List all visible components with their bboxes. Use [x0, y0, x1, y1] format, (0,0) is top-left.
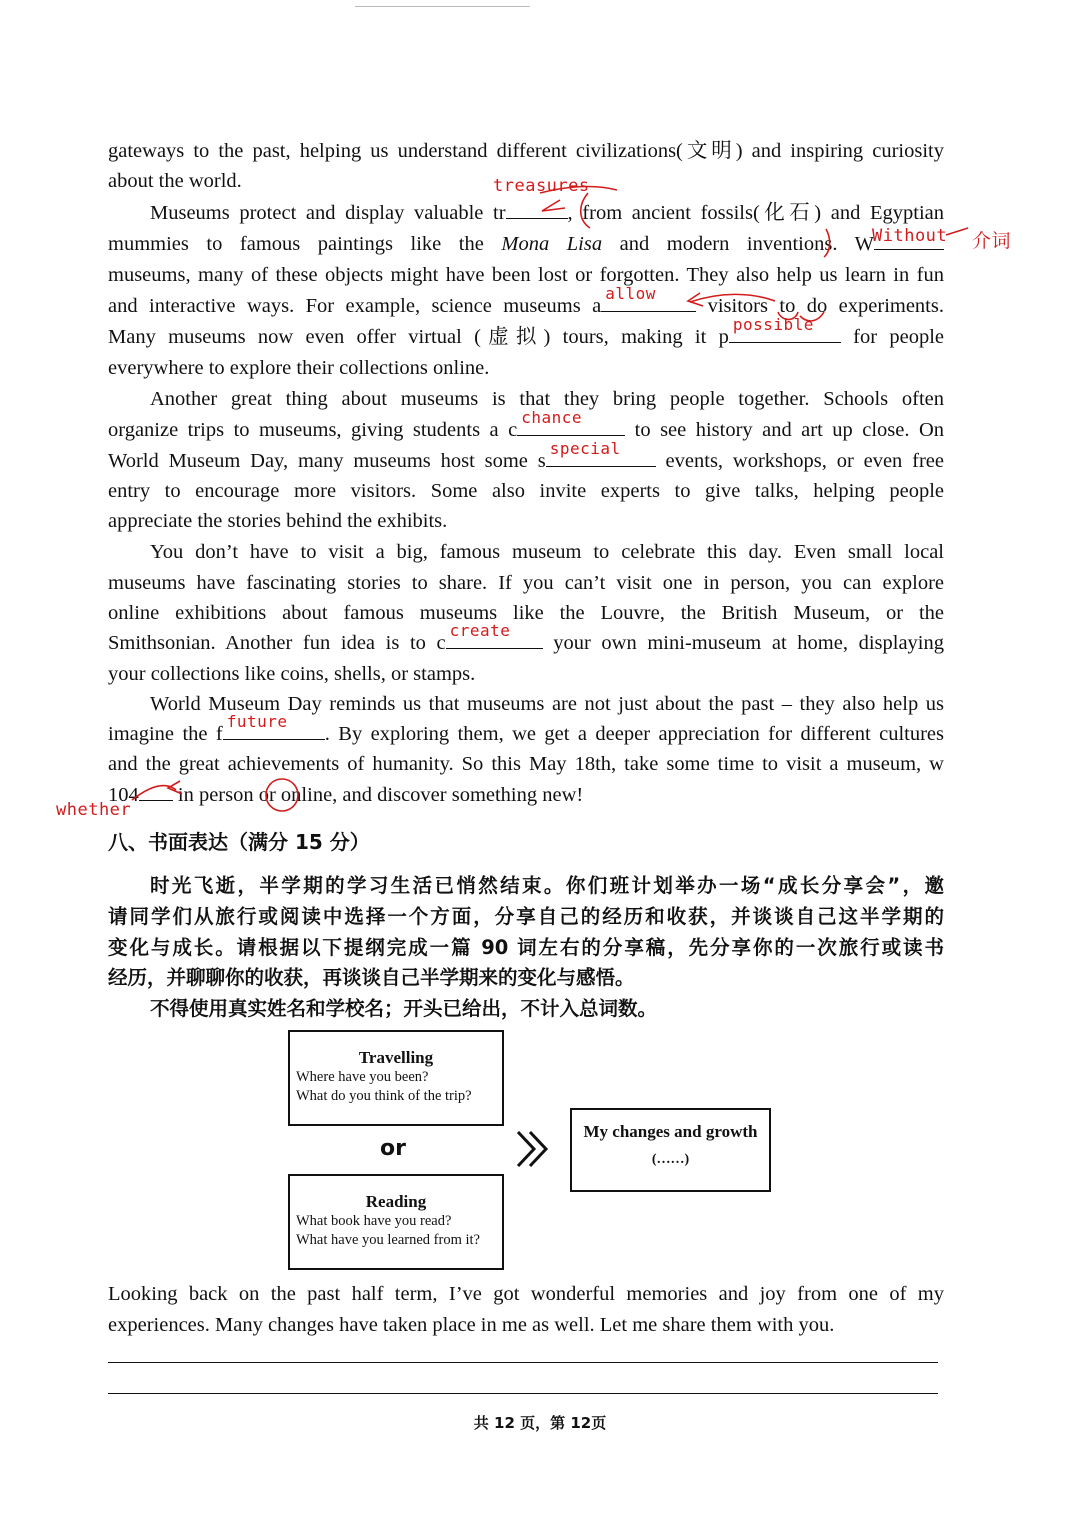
writing-line[interactable]	[108, 1362, 938, 1363]
answer-blank[interactable]	[223, 712, 325, 740]
page-top-rule	[355, 6, 530, 7]
passage-line	[108, 408, 944, 445]
passage-line: everywhere to explore their collections online.	[108, 357, 490, 379]
text: for people	[840, 326, 945, 348]
handwritten-answer: treasures	[493, 176, 590, 196]
passage-line	[108, 621, 944, 658]
handwritten-answer: Without	[872, 226, 948, 246]
reading-question: What book have you read?	[296, 1213, 452, 1229]
handwritten-answer: chance	[521, 408, 582, 427]
text: . By exploring them, we get a deeper appreciation for different cultures	[324, 723, 944, 745]
passage-line	[108, 315, 945, 352]
or-label: or	[380, 1136, 406, 1161]
text: events, workshops, or even free	[655, 450, 944, 472]
double-chevron-right-icon	[514, 1128, 554, 1170]
travelling-box	[288, 1030, 504, 1126]
travelling-question: What do you think of the trip?	[296, 1088, 472, 1104]
answer-blank[interactable]	[139, 780, 173, 801]
answer-blank[interactable]	[506, 198, 568, 219]
passage-line: and the great achievements of humanity. So this May 18th, take some time to visit a museum, w	[108, 753, 944, 775]
text: and modern inventions. W	[602, 233, 874, 255]
growth-box	[570, 1108, 771, 1192]
text: imagine the f	[108, 723, 223, 745]
section-title: 八、书面表达（满分 15 分）	[108, 830, 370, 854]
passage-line: your collections like coins, shells, or stamps.	[108, 663, 476, 685]
passage-line: museums, many of these objects might have been lost or forgotten. They also help us learn in fun	[108, 264, 944, 286]
instruction-line: 时光飞逝，半学期的学习生活已悄然结束。你们班计划举办一场“成长分享会”，邀	[150, 874, 944, 897]
text: Museums protect and display valuable tr	[150, 202, 506, 224]
handwritten-answer: allow	[605, 284, 656, 303]
answer-blank[interactable]	[446, 621, 543, 649]
text: organize trips to museums, giving students a c	[108, 419, 518, 441]
travelling-title: Travelling	[358, 1048, 434, 1067]
instruction-line: 经历，并聊聊你的收获，再谈谈自己半学期来的变化与感悟。	[108, 966, 635, 989]
passage-line	[108, 712, 944, 749]
passage-line: World Museum Day reminds us that museums are not just about the past – they also help us	[150, 693, 944, 715]
growth-subtitle: (……)	[651, 1152, 690, 1167]
travelling-question: Where have you been?	[296, 1069, 429, 1085]
instruction-line: 变化与成长。请根据以下提纲完成一篇 90 词左右的分享稿，先分享你的一次旅行或读书	[108, 936, 944, 959]
text: and interactive ways. For example, science museums a	[108, 295, 602, 317]
passage-line	[108, 229, 944, 259]
text: your own mini-museum at home, displaying	[542, 632, 944, 654]
question-number: 104	[108, 784, 139, 806]
handwritten-answer: whether	[56, 800, 132, 820]
page-footer: 共 12 页，第 12页	[473, 1414, 607, 1432]
growth-title: My changes and growth	[583, 1122, 758, 1141]
writing-line[interactable]	[108, 1393, 938, 1394]
instruction-line: 请同学们从旅行或阅读中选择一个方面，分享自己的经历和收获，并谈谈自己这半学期的	[108, 905, 944, 928]
text: to see history and art up close. On	[625, 419, 944, 441]
passage-line: about the world.	[108, 170, 242, 192]
start-line: Looking back on the past half term, I’ve got wonderful memories and joy from one of my	[108, 1283, 944, 1305]
reading-title: Reading	[365, 1192, 427, 1211]
reading-box	[288, 1174, 504, 1270]
passage-line: entry to encourage more visitors. Some also invite experts to give talks, helping people	[108, 480, 944, 502]
text: visitors to do experiments.	[696, 295, 944, 317]
answer-blank[interactable]	[601, 284, 696, 312]
text: Smithsonian. Another fun idea is to c	[108, 632, 446, 654]
handwritten-answer: possible	[732, 315, 814, 334]
handwritten-answer: future	[226, 712, 288, 731]
passage-line: gateways to the past, helping us understand different civilizations(文明) and inspiring curiosity	[108, 140, 944, 162]
passage-line	[108, 284, 944, 321]
passage-line: appreciate the stories behind the exhibits.	[108, 510, 448, 532]
text: World Museum Day, many museums host some s	[108, 450, 546, 472]
handwritten-answer: create	[449, 621, 511, 640]
text: mummies to famous paintings like the	[108, 233, 502, 255]
answer-blank[interactable]	[517, 408, 625, 436]
passage-line	[108, 780, 944, 810]
passage-line: online exhibitions about famous museums like the Louvre, the British Museum, or the	[108, 602, 944, 624]
reading-question: What have you learned from it?	[296, 1232, 480, 1248]
passage-line	[150, 198, 944, 228]
passage-line: Another great thing about museums is that they bring people together. Schools often	[150, 388, 944, 410]
start-line: experiences. Many changes have taken place in me as well. Let me share them with you.	[108, 1314, 835, 1336]
handwritten-answer: special	[549, 439, 621, 458]
instruction-line: 不得使用真实姓名和学校名；开头已给出，不计入总词数。	[150, 997, 658, 1020]
passage-line: You don’t have to visit a big, famous museum to celebrate this day. Even small local	[150, 541, 944, 563]
text: Many museums now even offer virtual (虚拟) tours, making it p	[108, 326, 729, 348]
arrow-mark	[946, 228, 968, 235]
passage-line: museums have fascinating stories to share. If you can’t visit one in person, you can explore	[108, 572, 944, 594]
italic-title: Mona Lisa	[501, 233, 603, 255]
answer-blank[interactable]	[546, 439, 656, 467]
text: , from ancient fossils(化石) and Egyptian	[567, 202, 944, 224]
answer-blank[interactable]	[729, 315, 841, 343]
passage-line	[108, 439, 944, 476]
handwritten-note: 介词	[972, 230, 1012, 252]
text: in person or online, and discover something new!	[172, 784, 584, 806]
